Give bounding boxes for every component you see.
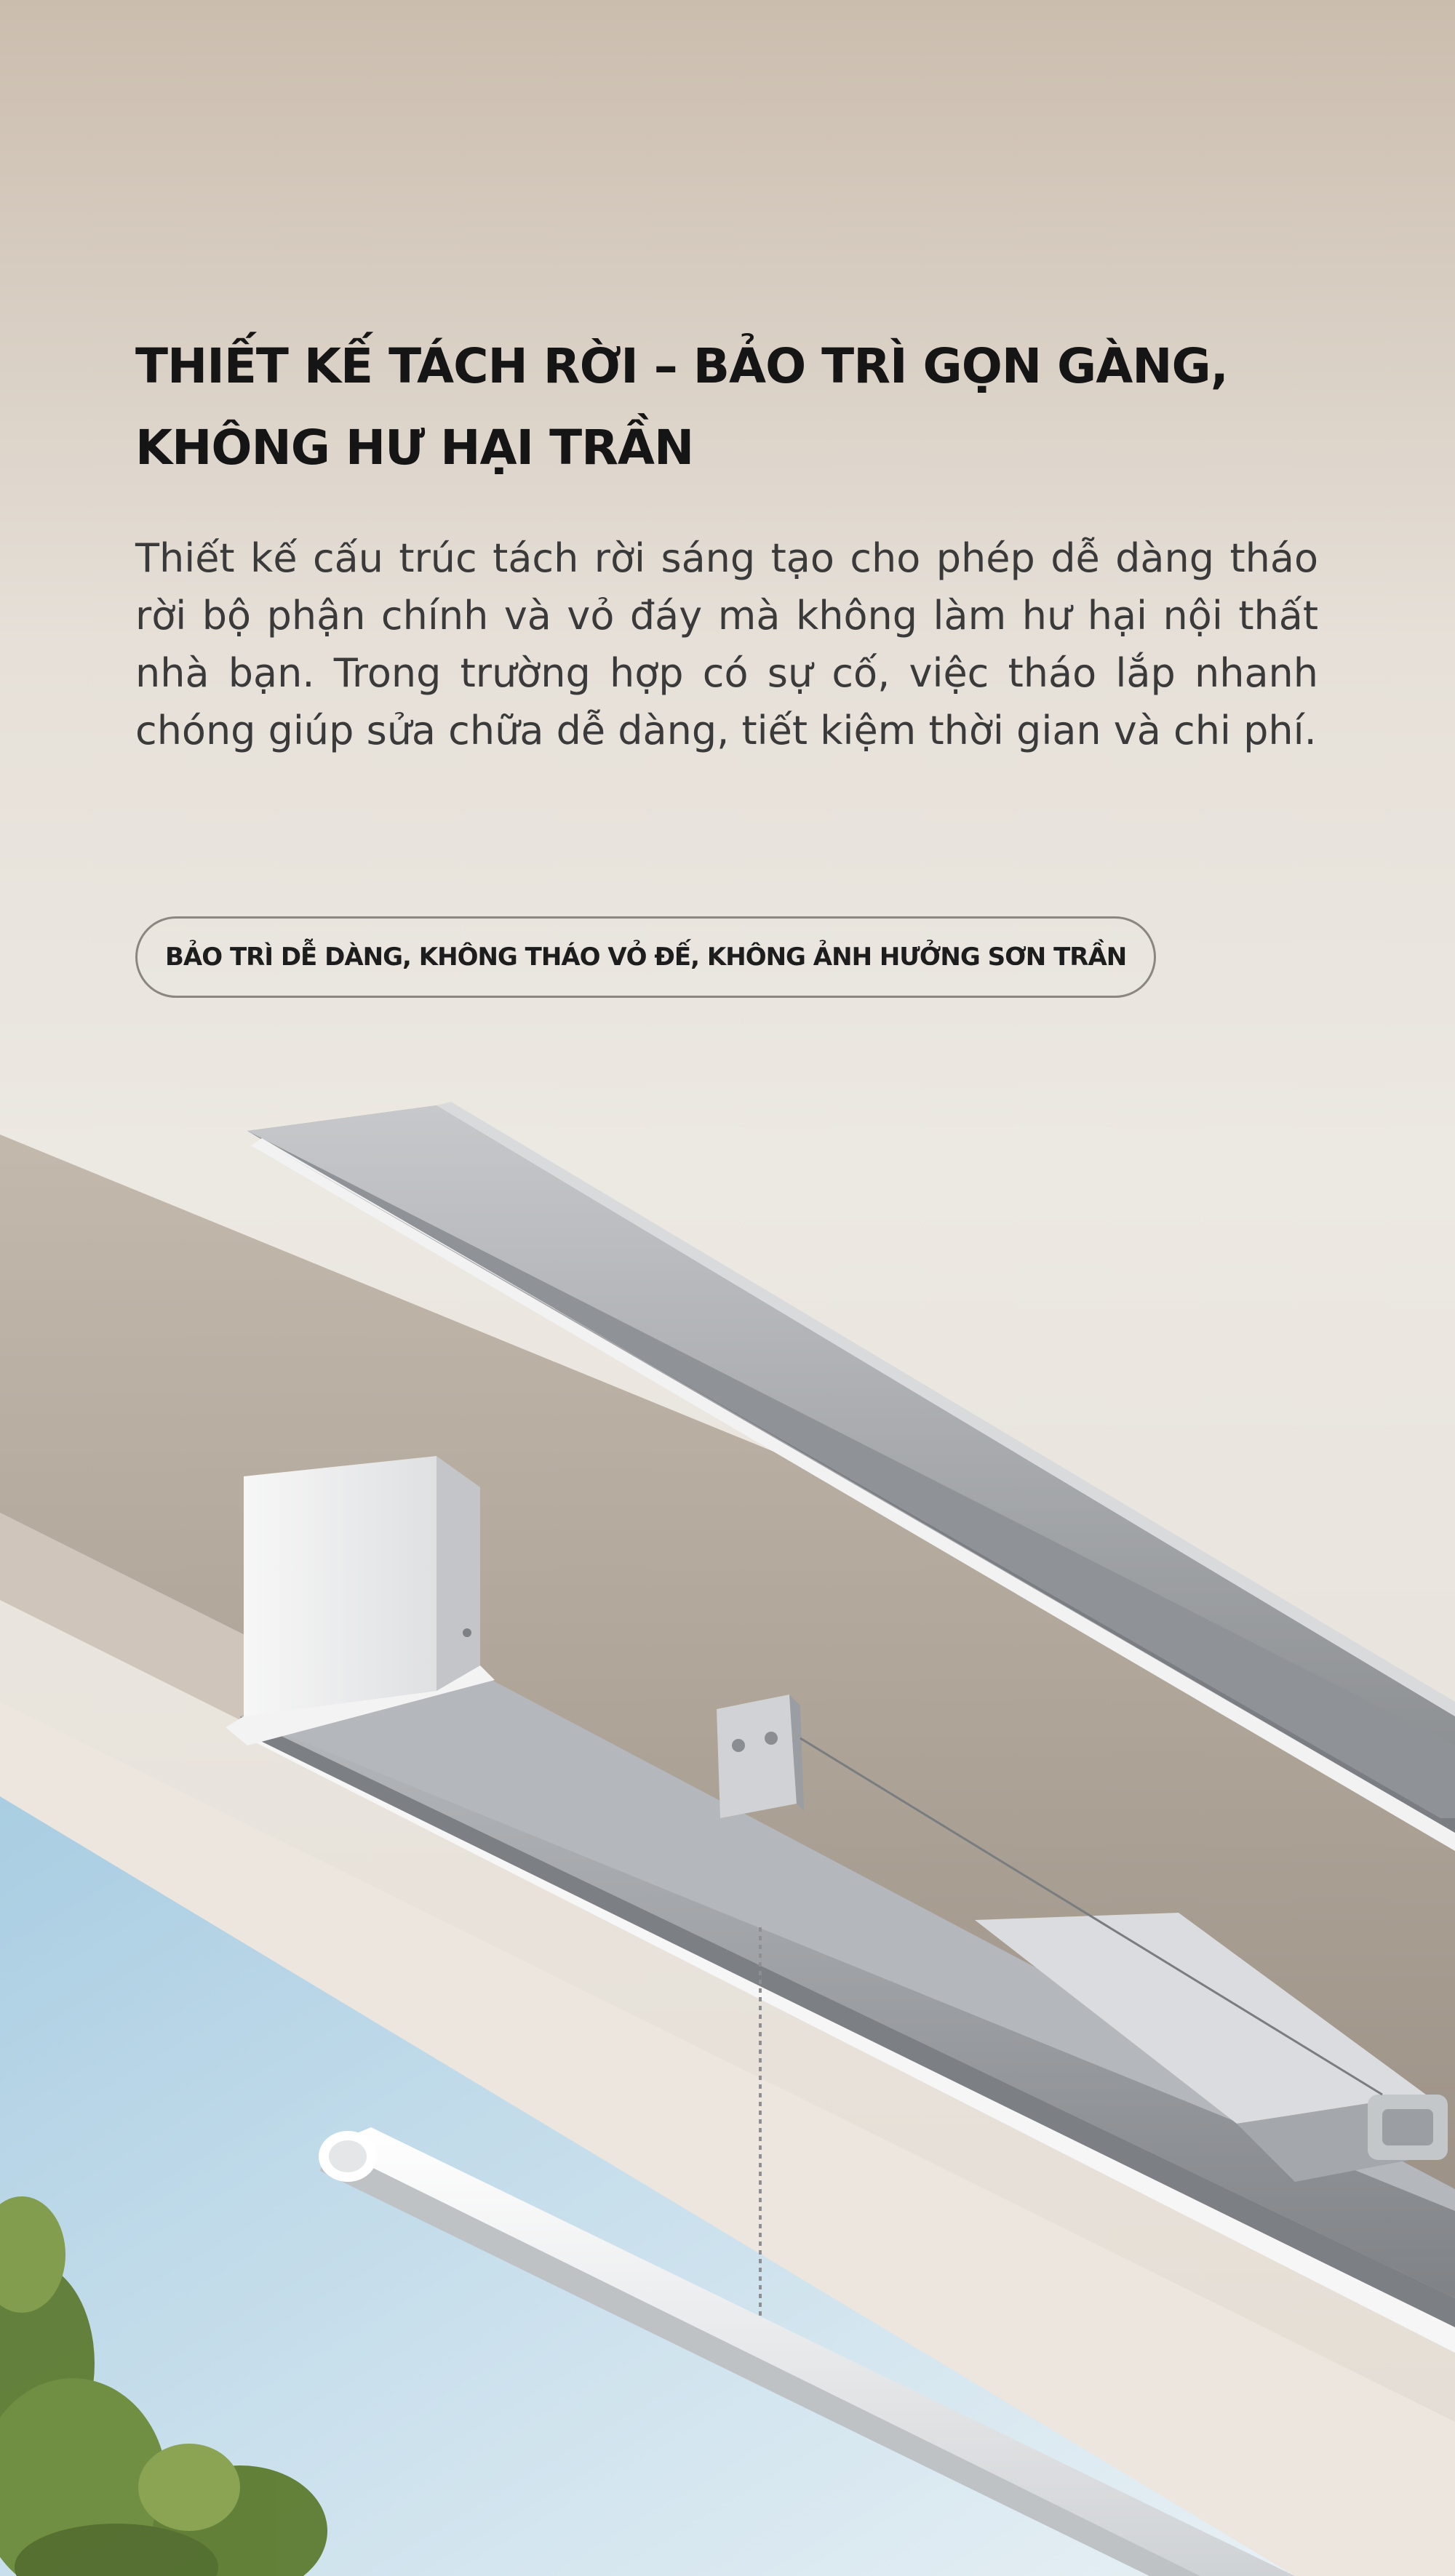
description-paragraph: Thiết kế cấu trúc tách rời sáng tạo cho phép dễ dàng tháo rời bộ phận chính và vỏ đáy mà không làm hư hại nội thất nhà bạn. Trong trường hợp có sự cố, việc tháo lắp nhanh chóng giúp sửa chữa dễ dàng, tiết kiệm thời gian và chi phí. [135, 535, 1318, 753]
title-line-1: THIẾT KẾ TÁCH RỜI – BẢO TRÌ GỌN GÀNG, [135, 338, 1228, 394]
page-title [135, 326, 1343, 489]
feature-tag: BẢO TRÌ DỄ DÀNG, KHÔNG THÁO VỎ ĐẾ, KHÔNG ẢNH HƯỞNG SƠN TRẦN [135, 916, 1156, 998]
mounting-bracket [717, 1695, 804, 1818]
title-line-2: KHÔNG HƯ HẠI TRẦN [135, 420, 694, 476]
